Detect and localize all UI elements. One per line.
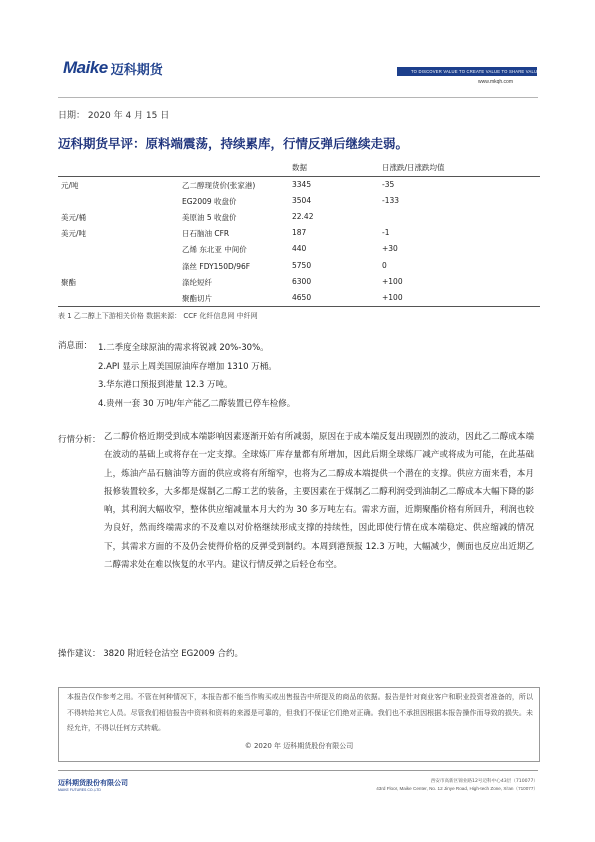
cell-name: 涤丝 FDY150D/96F [182, 261, 251, 271]
cell-change: -133 [382, 196, 400, 206]
table-row [58, 258, 540, 273]
table-row [58, 290, 540, 305]
cell-name: 乙二醇现货价(张家港) [182, 181, 256, 190]
cell-name: 美原油 5 收盘价 [182, 213, 237, 223]
header-divider [58, 97, 538, 98]
cell-name: 乙烯 东北亚 中间价 [182, 245, 247, 255]
table-row [58, 225, 540, 240]
table-row [58, 274, 540, 289]
table-header [58, 159, 540, 177]
header-url: www.mkqh.com [478, 79, 514, 85]
table-bottom-rule [58, 306, 540, 307]
cell-value: 22.42 [292, 212, 314, 222]
analysis-label: 行情分析： [58, 435, 101, 445]
cell-value: 3345 [292, 180, 312, 189]
cell-value: 4650 [292, 292, 312, 302]
report-date: 日期： 2020 年 4 月 15 日 [58, 111, 170, 121]
cell-unit: 聚酯 [61, 277, 76, 287]
cell-name: EG2009 收盘价 [182, 197, 237, 207]
analysis-text: 乙二醇价格近期受到成本端影响因素逐渐开始有所减弱，原因在于成本端反复出现剧烈的波动，因此乙二醇成本端在波动的基础上或将存在一定支撑。全球炼厂库存量都有所增加，因此后期全球炼厂减产或将成为可能，在此基础上，炼油产品石脑油等方面的供应或将有所缩窄，也将为乙二醇成本端提供一个潜在的支撑。供应方面来看，本月报修装置较多，大多都是煤制乙二醇工艺的装备，主要因素在于煤制乙二醇利润受到油制乙二醇成本大幅下降的影响，其利润大幅收窄，整体供应缩减量本月大约为 30 多万吨左右。需求方面，近期聚酯价格有所回升，利润也较为良好，然而终端需求的不及难以对价格继续形成支撑的持续性，因此即使行情在成本端稳定、供应缩减的情况下，其需求方面的不及仍会使得价格的反弹受到制约。本周到港预报 12.3 万吨，大幅减少，侧面也反应出近期乙二醇需求处在难以恢复的水平内。建议行情反弹之后轻仓布空。 [104, 432, 534, 571]
cell-name: 聚酯切片 [182, 293, 212, 303]
disclaimer-text: 本报告仅作参考之用。不管在何种情况下，本报告都不能当作购买或出售报告中所提及的商品的依据。报告是针对商业客户和职业投资者准备的，所以不得转给其它人员。尽管我们相信报告中资料和资料的来源是可靠的，但我们不保证它们绝对正确。我们也不承担因根据本报告操作而导致的损失。未经允许，不得以任何方式转载。 [67, 693, 533, 732]
news-item: 3.华东港口预报到港量 12.3 万吨。 [98, 380, 233, 390]
slogan-bar [397, 67, 541, 76]
cell-unit: 元/吨 [61, 181, 79, 190]
cell-name: 日石脑油 CFR [182, 229, 230, 239]
cell-change: +100 [382, 292, 403, 302]
news-list [98, 339, 295, 413]
footer-company-name-en: MAIKE FUTURES CO.,LTD [58, 788, 101, 792]
table-row [58, 177, 540, 192]
table-row [58, 241, 540, 256]
cell-value: 187 [292, 228, 307, 238]
footer-company-name: 迈科期货股份有限公司 [58, 779, 128, 787]
cell-change: 0 [382, 260, 387, 270]
cell-change: +100 [382, 276, 403, 286]
news-item: 4.贵州一套 30 万吨/年产能乙二醇装置已停车检修。 [98, 398, 296, 409]
table-row [58, 209, 540, 224]
slogan-text: TO DISCOVER VALUE TO CREATE VALUE TO SHARE VALUE [411, 69, 541, 74]
news-item: 2.API 显示上周美国原油库存增加 1310 万桶。 [98, 361, 277, 372]
news-label: 消息面： [58, 341, 93, 351]
report-title: 迈科期货早评：原料端震荡，持续累库，行情反弹后继续走弱。 [58, 136, 409, 151]
cell-value: 3504 [292, 196, 312, 206]
header-value: 数据 [292, 163, 307, 172]
logo-cn-text: 迈科期货 [110, 62, 163, 78]
header-change: 日涨跌/日涨跌均值 [382, 163, 445, 172]
cell-unit: 美元/吨 [61, 229, 87, 239]
cell-value: 5750 [292, 260, 312, 270]
table-row [58, 193, 540, 208]
company-logo [63, 58, 163, 78]
cell-change: -35 [382, 180, 395, 189]
cell-value: 6300 [292, 276, 312, 286]
copyright: © 2020 年 迈科期货股份有限公司 [244, 742, 354, 750]
logo-mark: Maike [63, 58, 108, 77]
cell-change: -1 [382, 228, 390, 238]
cell-unit: 美元/桶 [61, 213, 87, 223]
cell-change: +30 [382, 244, 398, 254]
table-caption: 表 1 乙二醇上下游相关价格 数据来源： CCF 化纤信息网 中纤网 [58, 312, 258, 320]
news-item: 1.二季度全球原油的需求将锐减 20%-30%。 [98, 343, 269, 353]
footer-divider [58, 770, 538, 771]
footer-address-cn: 西安市高新区锦业路12号迈科中心43层（710077） [430, 779, 538, 784]
cell-name: 涤纶短纤 [182, 277, 212, 287]
trading-advice: 操作建议： 3820 附近轻仓沽空 EG2009 合约。 [58, 649, 244, 659]
footer-address-en: 43rd Floor, Maike Center, No. 12 Jinye Road, High-tech Zone, Xi'an（710077） [376, 786, 538, 791]
cell-value: 440 [292, 244, 307, 254]
